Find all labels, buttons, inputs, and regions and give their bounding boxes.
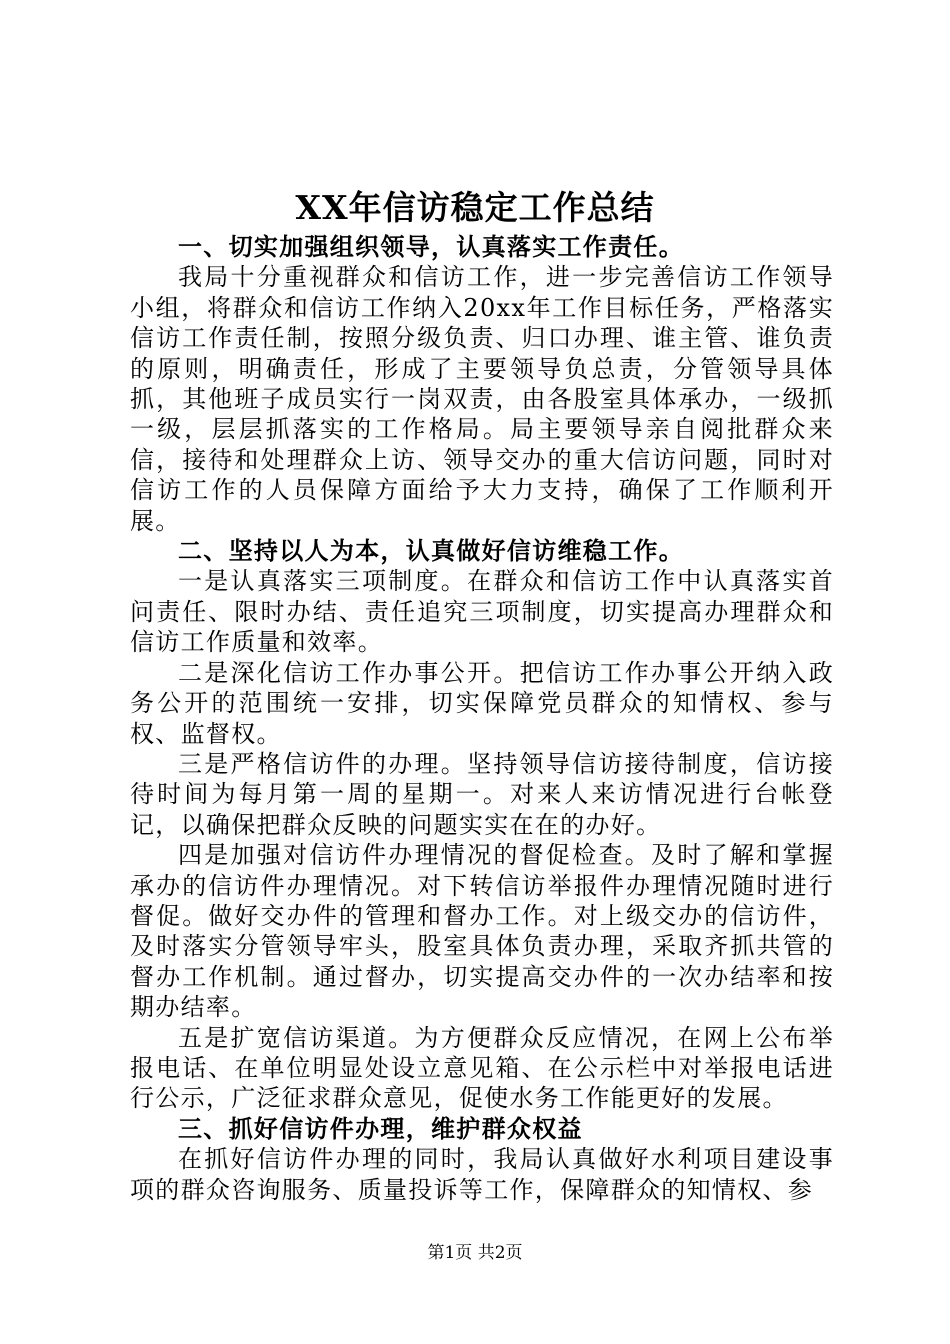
section-2-paragraph-1: 一是认真落实三项制度。在群众和信访工作中认真落实首问责任、限时办结、责任追究三项制度，切实提高办理群众和信访工作质量和效率。 <box>130 567 834 657</box>
section-heading-2: 二、坚持以人为本，认真做好信访维稳工作。 <box>178 536 684 566</box>
section-heading-3: 三、抓好信访件办理，维护群众权益 <box>178 1113 583 1143</box>
page-footer: 第1页 共2页 <box>427 1243 523 1263</box>
section-3-paragraph-1: 在抓好信访件办理的同时，我局认真做好水利项目建设事项的群众咨询服务、质量投诉等工作，保障群众的知情权、参 <box>130 1145 834 1204</box>
document-body <box>130 232 834 1205</box>
section-2-paragraph-4: 四是加强对信访件办理情况的督促检查。及时了解和掌握承办的信访件办理情况。对下转信访举报件办理情况随时进行督促。做好交办件的管理和督办工作。对上级交办的信访件，及时落实分管领导牢头，股室具体负责办理，采取齐抓共管的督办工作机制。通过督办，切实提高交办件的一次办结率和按期办结率。 <box>130 841 834 1022</box>
section-2-paragraph-3: 三是严格信访件的办理。坚持领导信访接待制度，信访接待时间为每月第一周的星期一。对来人来访情况进行台帐登记，以确保把群众反映的问题实实在在的办好。 <box>130 749 834 839</box>
section-2-paragraph-5: 五是扩宽信访渠道。为方便群众反应情况，在网上公布举报电话、在单位明显处设立意见箱、在公示栏中对举报电话进行公示，广泛征求群众意见，促使水务工作能更好的发展。 <box>130 1023 834 1113</box>
document-title: XX年信访稳定工作总结 <box>295 188 655 227</box>
section-1-paragraph-1: 我局十分重视群众和信访工作，进一步完善信访工作领导小组，将群众和信访工作纳入20xx年工作目标任务，严格落实信访工作责任制，按照分级负责、归口办理、谁主管、谁负责的原则，明确责任，形成了主要领导负总责，分管领导具体抓，其他班子成员实行一岗双责，由各股室具体承办，一级抓一级，层层抓落实的工作格局。局主要领导亲自阅批群众来信，接待和处理群众上访、领导交办的重大信访问题，同时对信访工作的人员保障方面给予大力支持，确保了工作顺利开展。 <box>130 263 834 535</box>
section-heading-1: 一、切实加强组织领导，认真落实工作责任。 <box>178 232 684 261</box>
section-2-paragraph-2: 二是深化信访工作办事公开。把信访工作办事公开纳入政务公开的范围统一安排，切实保障党员群众的知情权、参与权、监督权。 <box>130 658 834 748</box>
